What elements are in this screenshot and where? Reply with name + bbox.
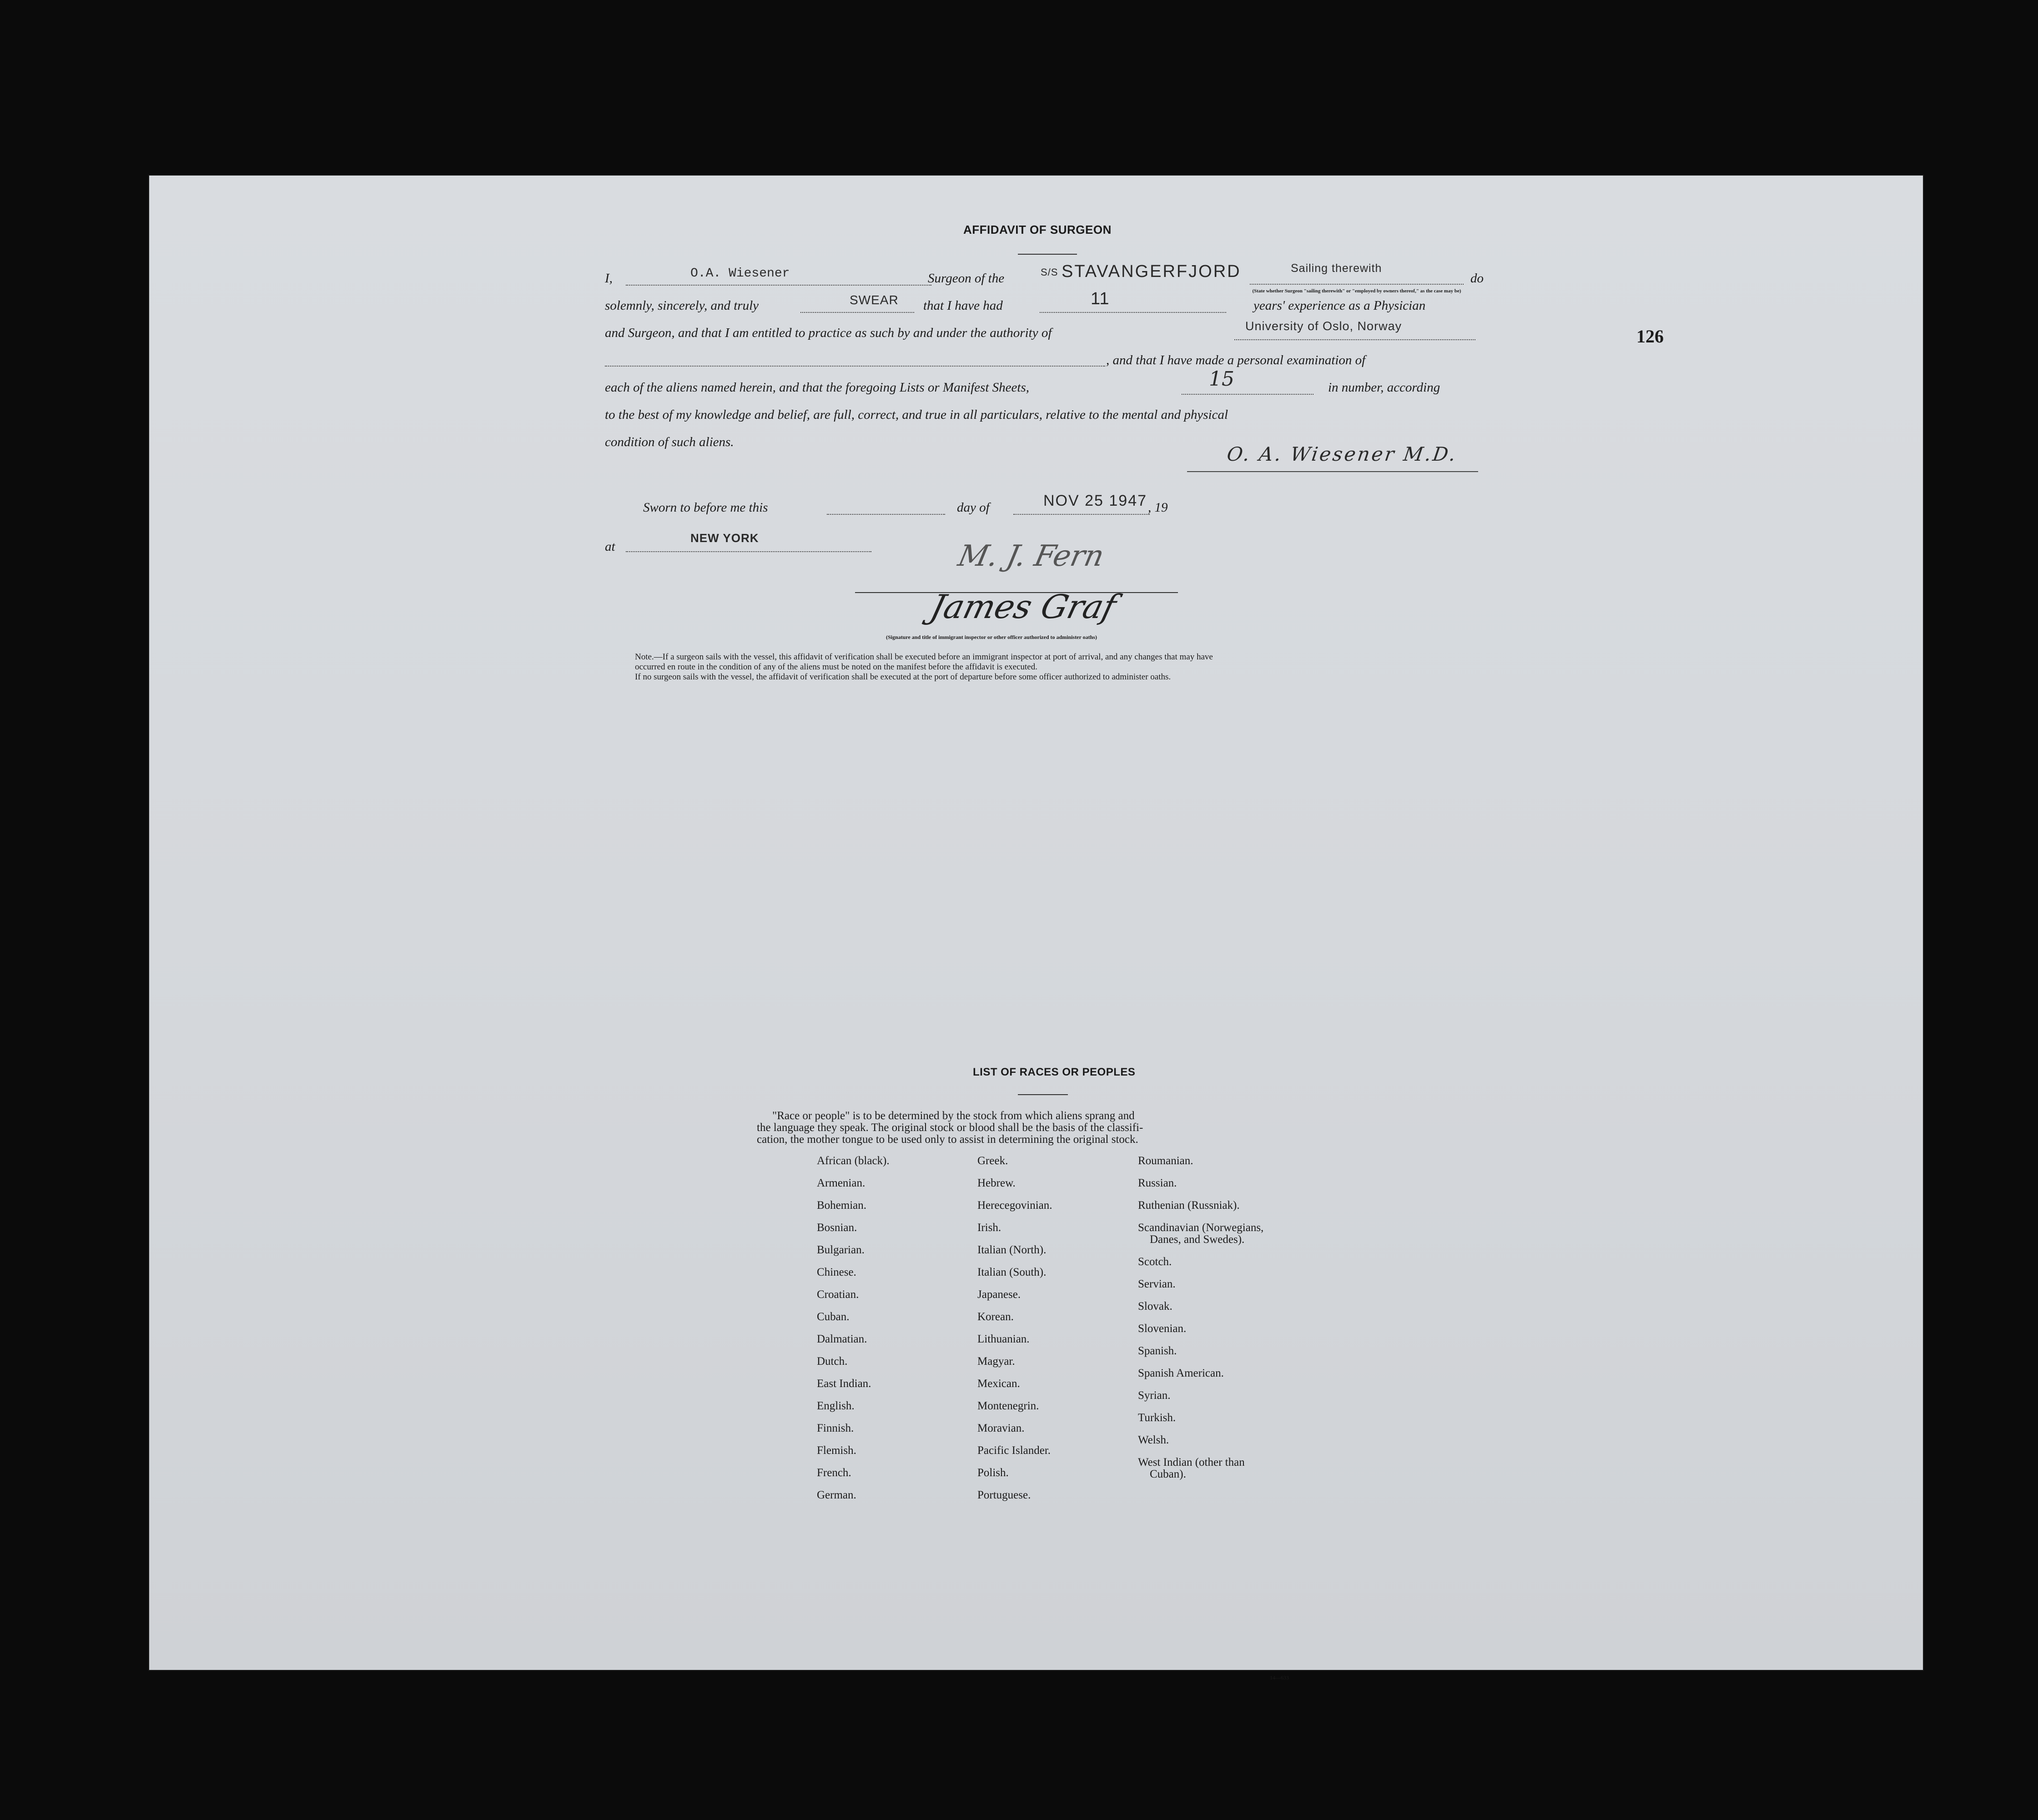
date-stamp: NOV 25 1947 (1043, 492, 1147, 509)
races-intro-3: cation, the mother tongue to be used only to assist in determining the original stock. (757, 1133, 1138, 1146)
race-item: Irish. (977, 1222, 1001, 1234)
race-item: Finnish. (817, 1422, 854, 1434)
race-item: Spanish. (1138, 1345, 1177, 1357)
sworn-day-underline (827, 514, 945, 515)
race-item: French. (817, 1467, 851, 1479)
sheets-count: 15 (1209, 367, 1234, 391)
note-line-3: If no surgeon sails with the vessel, the affidavit of verification shall be executed at the port of departure before some officer authorized to administer oaths. (635, 672, 1171, 682)
authority-stamp: University of Oslo, Norway (1245, 319, 1402, 333)
race-item: Dalmatian. (817, 1333, 867, 1345)
race-item: Servian. (1138, 1278, 1176, 1290)
races-column-2 (977, 1150, 1052, 1506)
race-item: Bohemian. (817, 1199, 867, 1212)
ship-name: STAVANGERFJORD (1062, 262, 1241, 281)
officer-signature-1: M. J. Fern (955, 539, 1107, 573)
line2-text-a: solemnly, sincerely, and truly (605, 298, 759, 313)
races-column-1 (817, 1150, 890, 1506)
race-item: Portuguese. (977, 1489, 1031, 1501)
place-stamp: NEW YORK (690, 531, 759, 545)
race-item: Cuban. (817, 1311, 850, 1323)
sailing-underline (1250, 284, 1464, 285)
blank-underline (605, 366, 1105, 367)
race-item: Scotch. (1138, 1256, 1172, 1268)
place-underline (626, 551, 871, 552)
race-item: Japanese. (977, 1288, 1021, 1301)
race-item: Cuban). (1150, 1468, 1186, 1480)
race-item: Welsh. (1138, 1434, 1169, 1446)
race-item: Croatian. (817, 1288, 859, 1301)
line4-text: , and that I have made a personal examination of (1106, 353, 1366, 367)
race-item: Magyar. (977, 1355, 1015, 1368)
officer-caption: (Signature and title of immigrant inspector or other officer authorized to administer oaths) (886, 634, 1097, 640)
races-intro-2: the language they speak. The original stock or blood shall be the basis of the classifi- (757, 1121, 1143, 1134)
line2-text-b: that I have had (923, 298, 1003, 313)
line6-text: to the best of my knowledge and belief, are full, correct, and true in all particulars, relative to the mental and physical (605, 407, 1228, 422)
line2-text-c: years' experience as a Physician (1253, 298, 1426, 313)
sworn-date-underline (1013, 514, 1150, 515)
race-item: Danes, and Swedes). (1150, 1233, 1245, 1246)
years-underline (1040, 312, 1226, 313)
name-underline (626, 285, 931, 286)
surgeon-name: O.A. Wiesener (690, 266, 790, 281)
race-item: Mexican. (977, 1378, 1020, 1390)
affidavit-prefix: I, (605, 271, 613, 286)
race-item: Greek. (977, 1155, 1008, 1167)
form-number: 14—633 (1270, 1674, 1289, 1681)
affidavit-title: AFFIDAVIT OF SURGEON (963, 223, 1112, 236)
oath-underline (800, 312, 914, 313)
race-item: Italian (North). (977, 1244, 1047, 1256)
race-item: Herecegovinian. (977, 1199, 1052, 1212)
title-rule (1018, 254, 1077, 255)
sheets-underline (1182, 394, 1313, 395)
race-item: German. (817, 1489, 856, 1501)
ship-prefix: S/S (1041, 266, 1058, 278)
race-item: Hebrew. (977, 1177, 1016, 1189)
race-item: English. (817, 1400, 855, 1412)
note-line-1: Note.—If a surgeon sails with the vessel, this affidavit of verification shall be executed before an immigrant inspector at port of arrival, and any changes that may have (635, 652, 1213, 662)
race-item: Bulgarian. (817, 1244, 865, 1256)
race-item: East Indian. (817, 1378, 871, 1390)
manifest-sheet (149, 176, 1923, 1681)
sailing-hint: (State whether Surgeon "sailing therewith" or "employed by owners thereof," as the case may be) (1252, 288, 1461, 294)
race-item: West Indian (other than (1138, 1456, 1245, 1468)
line1-suffix: do (1470, 271, 1484, 286)
authority-underline (1234, 339, 1475, 340)
line5-text-b: in number, according (1328, 380, 1440, 395)
officer-signature-2: James Graf (926, 588, 1120, 626)
race-item: Slovak. (1138, 1300, 1172, 1312)
races-title: LIST OF RACES OR PEOPLES (973, 1066, 1136, 1078)
race-item: Italian (South). (977, 1266, 1047, 1278)
line7-text: condition of such aliens. (605, 435, 734, 449)
race-item: Bosnian. (817, 1222, 857, 1234)
note-line-2: occurred en route in the condition of any of the aliens must be noted on the manifest before the affidavit is executed. (635, 662, 1037, 672)
race-item: Flemish. (817, 1444, 856, 1457)
race-item: African (black). (817, 1155, 890, 1167)
races-title-rule (1018, 1094, 1068, 1095)
race-item: Dutch. (817, 1355, 848, 1368)
surgeon-of-label: Surgeon of the (928, 271, 1005, 286)
race-item: Spanish American. (1138, 1367, 1224, 1379)
race-item: Turkish. (1138, 1412, 1176, 1424)
race-item: Chinese. (817, 1266, 856, 1278)
oath-word: SWEAR (850, 293, 899, 307)
race-item: Scandinavian (Norwegians, (1138, 1222, 1264, 1234)
races-column-3 (1138, 1150, 1263, 1480)
sailing-status: Sailing therewith (1291, 262, 1382, 275)
surgeon-signature: O. A. Wiesener M.D. (1225, 443, 1459, 465)
race-item: Ruthenian (Russniak). (1138, 1199, 1240, 1212)
signature-rule (1187, 471, 1478, 472)
years-count: 11 (1091, 289, 1110, 308)
race-item: Polish. (977, 1467, 1009, 1479)
race-item: Montenegrin. (977, 1400, 1039, 1412)
race-item: Armenian. (817, 1177, 866, 1189)
races-intro-1: "Race or people" is to be determined by the stock from which aliens sprang and (772, 1110, 1135, 1122)
race-item: Slovenian. (1138, 1322, 1187, 1335)
page-number: 126 (1636, 326, 1664, 347)
sworn-text-b: day of (957, 500, 990, 515)
race-item: Moravian. (977, 1422, 1025, 1434)
race-item: Korean. (977, 1311, 1014, 1323)
race-item: Lithuanian. (977, 1333, 1030, 1345)
line3-text: and Surgeon, and that I am entitled to practice as such by and under the authority of (605, 326, 1052, 340)
line5-text-a: each of the aliens named herein, and that the foregoing Lists or Manifest Sheets, (605, 380, 1029, 395)
race-item: Syrian. (1138, 1389, 1171, 1402)
race-item: Russian. (1138, 1177, 1177, 1189)
sworn-text-a: Sworn to before me this (643, 500, 768, 515)
at-label: at (605, 539, 615, 554)
race-item: Pacific Islander. (977, 1444, 1051, 1457)
race-item: Roumanian. (1138, 1155, 1193, 1167)
sworn-text-c: , 19 (1148, 500, 1168, 515)
